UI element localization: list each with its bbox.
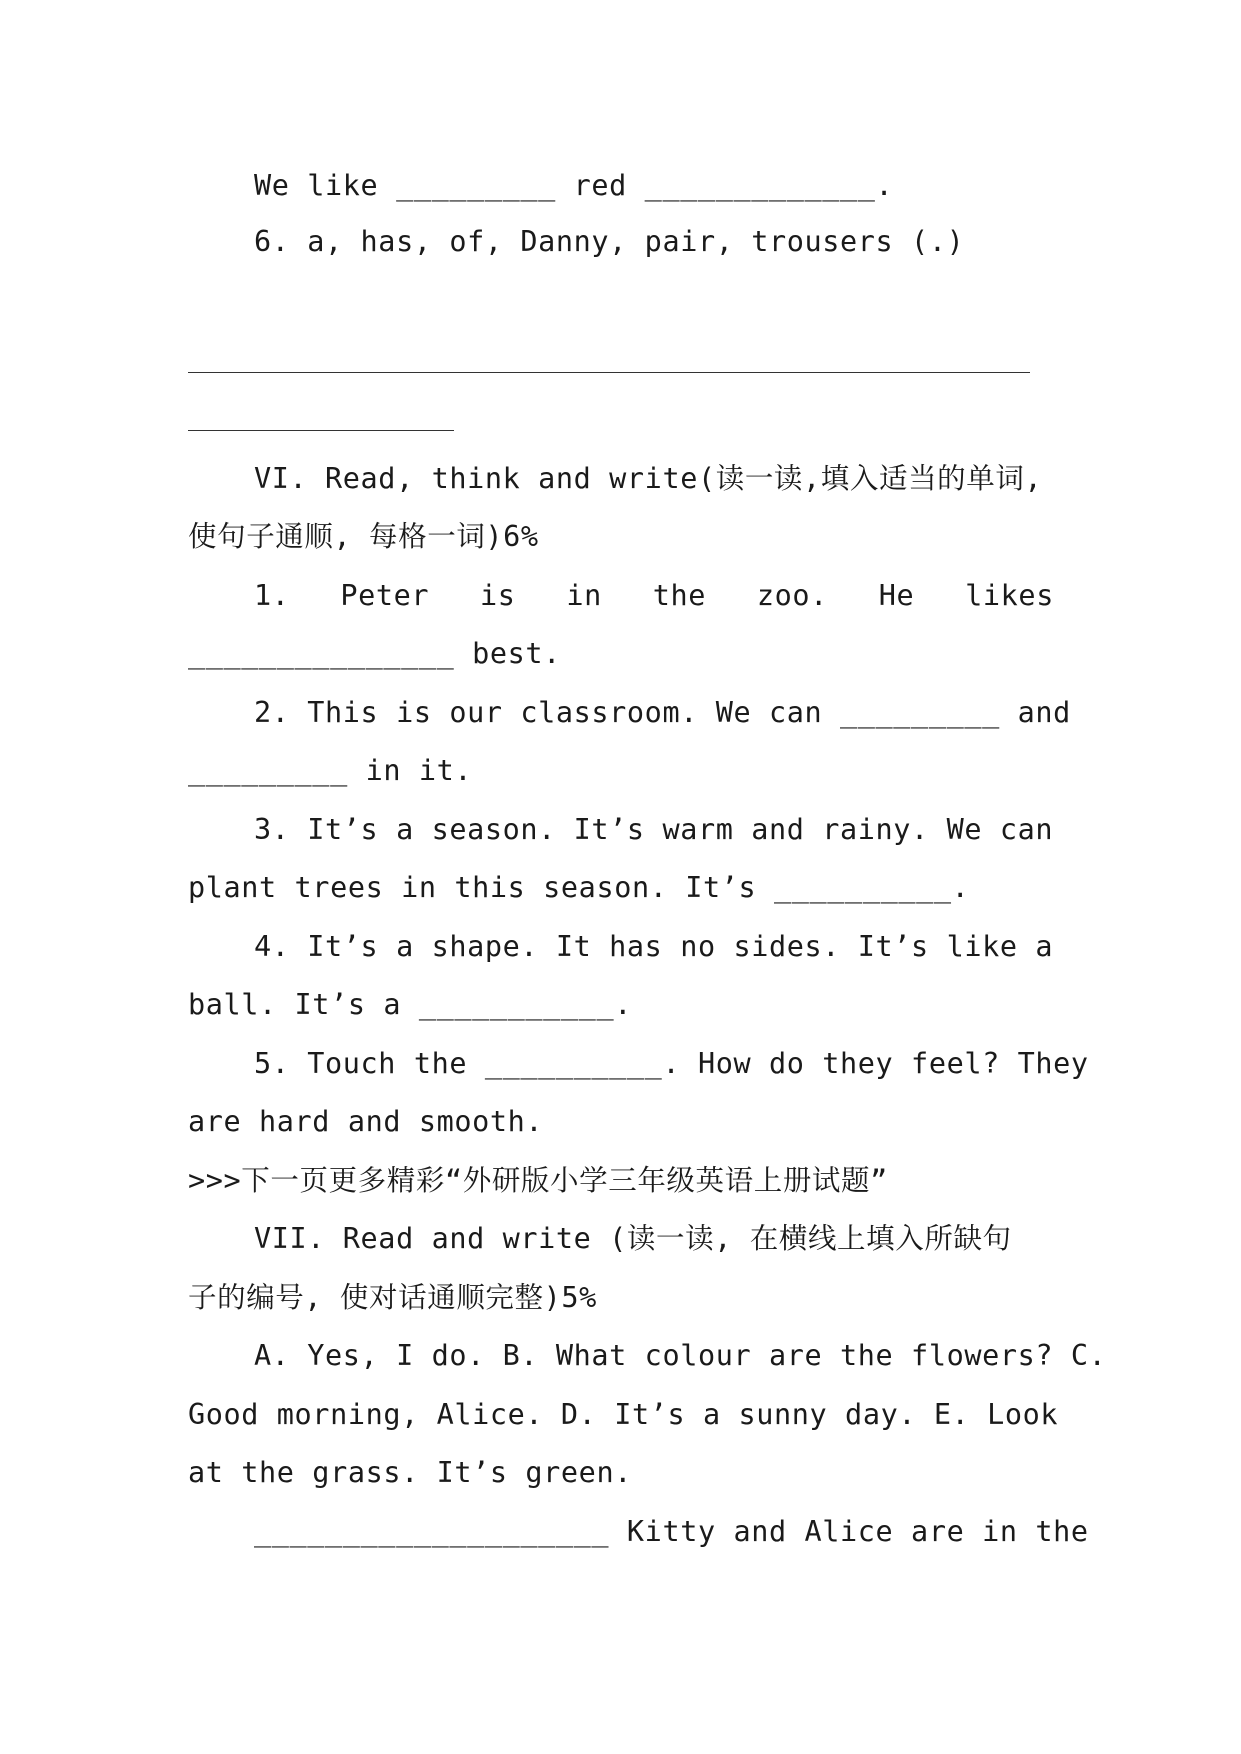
answer-line-long bbox=[188, 372, 1030, 373]
question-3-line: 3. It’s a season. It’s warm and rainy. We can bbox=[254, 813, 1054, 846]
q1-word: is bbox=[480, 579, 516, 612]
q1-word: in bbox=[566, 579, 602, 612]
section-vii-heading-cont: 子的编号, 使对话通顺完整)5% bbox=[188, 1281, 597, 1314]
q1-word: likes bbox=[965, 579, 1054, 612]
question-5-line: 5. Touch the __________. How do they feel? They bbox=[254, 1047, 1089, 1080]
q1-word: He bbox=[878, 579, 915, 612]
q1-word: Peter bbox=[340, 579, 430, 612]
q1-word: 1. bbox=[254, 579, 290, 612]
section-vii-heading: VII. Read and write (读一读, 在横线上填入所缺句 bbox=[254, 1222, 1012, 1255]
question-4-line: 4. It’s a shape. It has no sides. It’s like a bbox=[254, 930, 1054, 963]
section-vi-heading: VI. Read, think and write(读一读,填入适当的单词, bbox=[254, 462, 1043, 495]
question-1-cont: _______________ best. bbox=[188, 637, 561, 670]
question-2-line: 2. This is our classroom. We can _________ and bbox=[254, 696, 1071, 729]
next-page-link[interactable]: >>>下一页更多精彩“外研版小学三年级英语上册试题” bbox=[188, 1164, 888, 1197]
question-5-cont: are hard and smooth. bbox=[188, 1105, 544, 1138]
options-line-1: A. Yes, I do. B. What colour are the flowers? C. bbox=[254, 1339, 1107, 1372]
dialogue-line-1: ____________________ Kitty and Alice are in the bbox=[254, 1515, 1089, 1548]
q1-word: zoo. bbox=[756, 579, 828, 612]
section-vi-heading-cont: 使句子通顺, 每格一词)6% bbox=[188, 520, 539, 553]
question-6-words: 6. a, has, of, Danny, pair, trousers (.) bbox=[254, 225, 965, 258]
text-line-we-like: We like _________ red _____________. bbox=[254, 169, 894, 202]
question-2-cont: _________ in it. bbox=[188, 754, 473, 787]
q1-word: the bbox=[652, 579, 707, 612]
answer-line-short bbox=[188, 430, 454, 431]
options-line-3: at the grass. It’s green. bbox=[188, 1456, 632, 1489]
question-1-line bbox=[254, 576, 1054, 616]
question-3-cont: plant trees in this season. It’s __________. bbox=[188, 871, 970, 904]
options-line-2: Good morning, Alice. D. It’s a sunny day. E. Look bbox=[188, 1398, 1059, 1431]
question-4-cont: ball. It’s a ___________. bbox=[188, 988, 632, 1021]
